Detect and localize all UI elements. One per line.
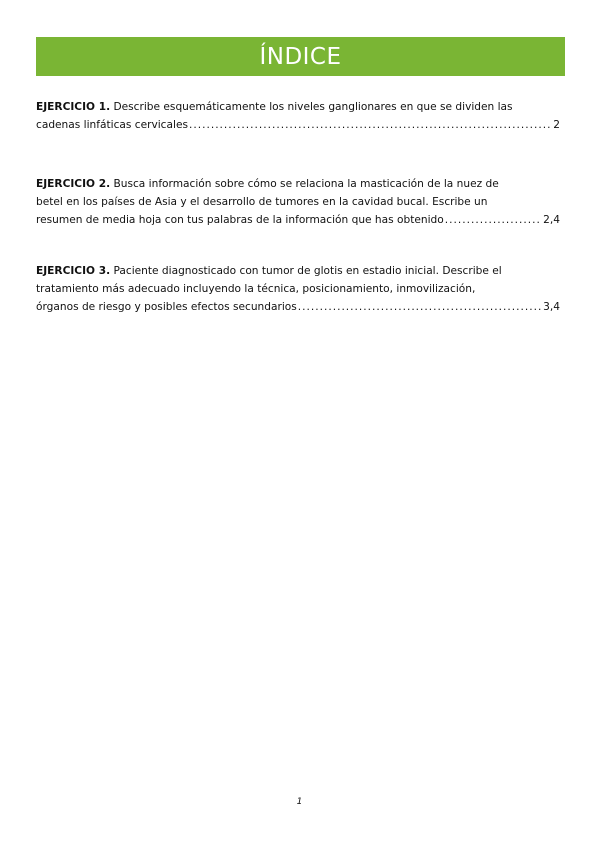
exercise-text-end: órganos de riesgo y posibles efectos secundarios [36,301,297,313]
toc-entry-exercise-3[interactable] [36,262,560,316]
exercise-text: Busca información sobre cómo se relaciona la masticación de la nuez de [110,178,499,190]
exercise-label: EJERCICIO 2. [36,178,111,190]
toc-entry-last-line [36,116,560,134]
toc-page-reference: 2,4 [543,214,560,226]
exercise-text: Paciente diagnosticado con tumor de glotis en estadio inicial. Describe el [110,265,502,277]
toc-page-reference: 2 [553,119,560,131]
toc-entry-exercise-2[interactable] [36,175,560,229]
page-number: 1 [296,797,303,807]
exercise-text-end: resumen de media hoja con tus palabras de la información que has obtenido [36,214,444,226]
dot-leader [445,211,542,229]
index-title: ÍNDICE [259,43,342,70]
exercise-text-end: cadenas linfáticas cervicales [36,119,188,131]
toc-entry-last-line [36,211,560,229]
toc-entry-last-line [36,298,560,316]
toc-page-reference: 3,4 [543,301,560,313]
toc-entry-first-line [36,262,560,280]
exercise-text: Describe esquemáticamente los niveles ganglionares en que se dividen las [110,101,513,113]
toc-entry-middle-line: tratamiento más adecuado incluyendo la técnica, posicionamiento, inmovilización, [36,283,476,295]
dot-leader [298,298,542,316]
index-header-banner [36,37,565,76]
exercise-label: EJERCICIO 3. [36,265,111,277]
toc-entry-exercise-1[interactable] [36,98,560,134]
dot-leader [189,116,552,134]
toc-entry-middle-line: betel en los países de Asia y el desarrollo de tumores en la cavidad bucal. Escribe un [36,196,488,208]
toc-entry-first-line [36,98,560,116]
exercise-label: EJERCICIO 1. [36,101,111,113]
toc-entry-first-line [36,175,560,193]
